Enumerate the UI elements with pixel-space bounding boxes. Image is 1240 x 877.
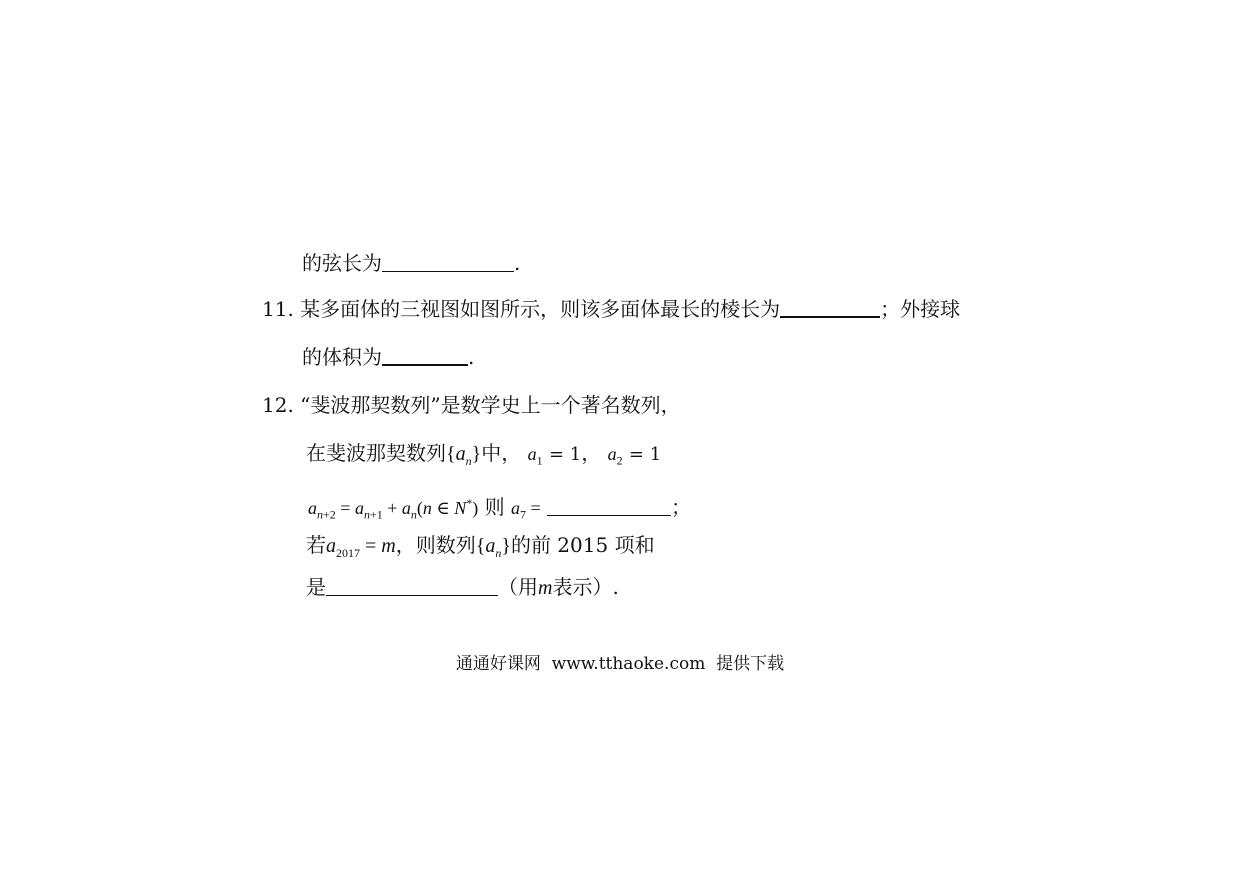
a2017-formula: $a_{2017} = m$	[326, 535, 396, 560]
footer-site: 通通好课网	[455, 654, 541, 674]
q12-line2-pre: 在斐波那契数列	[306, 441, 446, 465]
q12-answer-blank-1	[547, 497, 671, 516]
q10-tail-end: .	[514, 251, 521, 275]
q12-line-3	[308, 490, 691, 528]
q11-answer-blank-1	[780, 298, 880, 318]
q11-number: 11.	[262, 297, 294, 321]
q11-text-1: 某多面体的三视图如图所示，则该多面体最长的棱长为	[300, 297, 781, 321]
q10-tail-text: 的弦长为	[302, 251, 382, 275]
sequence-a-n-formula-2: $\{a_n\}$	[475, 535, 511, 560]
a2-value: = 1	[628, 444, 662, 465]
a1-value: = 1	[548, 444, 582, 465]
q12-line2-sep: ，	[581, 441, 602, 465]
footer	[0, 652, 1240, 676]
q12-line-1	[262, 392, 681, 418]
q11-line2-end: .	[468, 345, 475, 369]
q12-line5-post-a: （用	[498, 575, 538, 599]
q12-line-2	[306, 440, 661, 474]
q11-answer-blank-2	[382, 346, 468, 366]
sequence-a-n-formula: $\{a_n\}$	[446, 443, 482, 468]
footer-url: www.tthaoke.com	[551, 654, 706, 674]
footer-note: 提供下载	[716, 654, 785, 674]
q12-answer-blank-2	[326, 577, 498, 596]
q12-line4-post: 的前 2015 项和	[510, 533, 655, 557]
q12-line3-then: 则	[484, 495, 505, 519]
q12-line1-text: “斐波那契数列”是数学史上一个著名数列，	[300, 393, 681, 417]
a7-formula: $a_7$ =	[510, 498, 541, 522]
recurrence-formula: $a_{n+2} = a_{n+1} + a_n(n$ ∈ N*)	[308, 496, 479, 522]
q12-line-5	[306, 574, 619, 601]
q11-line-1	[262, 296, 960, 322]
q11-line2-text: 的体积为	[302, 345, 382, 369]
q12-line4-mid: ，则数列	[395, 533, 476, 557]
m-symbol: m	[538, 577, 553, 599]
q12-number: 12.	[262, 393, 294, 417]
a1-formula: $a_1$	[527, 444, 543, 468]
q11-line-2	[302, 344, 474, 370]
q10-tail-line	[302, 250, 520, 276]
q10-answer-blank	[382, 253, 514, 272]
q12-line5-post-b: 表示）.	[552, 575, 619, 599]
q12-line4-pre: 若	[306, 533, 326, 557]
q12-line2-mid: 中，	[481, 441, 522, 465]
a2-formula: $a_2$	[607, 444, 623, 468]
q12-line-4	[306, 532, 655, 566]
q12-line3-end: ；	[670, 495, 691, 519]
q11-text-2: ；外接球	[880, 297, 961, 321]
q12-line5-pre: 是	[306, 575, 326, 599]
